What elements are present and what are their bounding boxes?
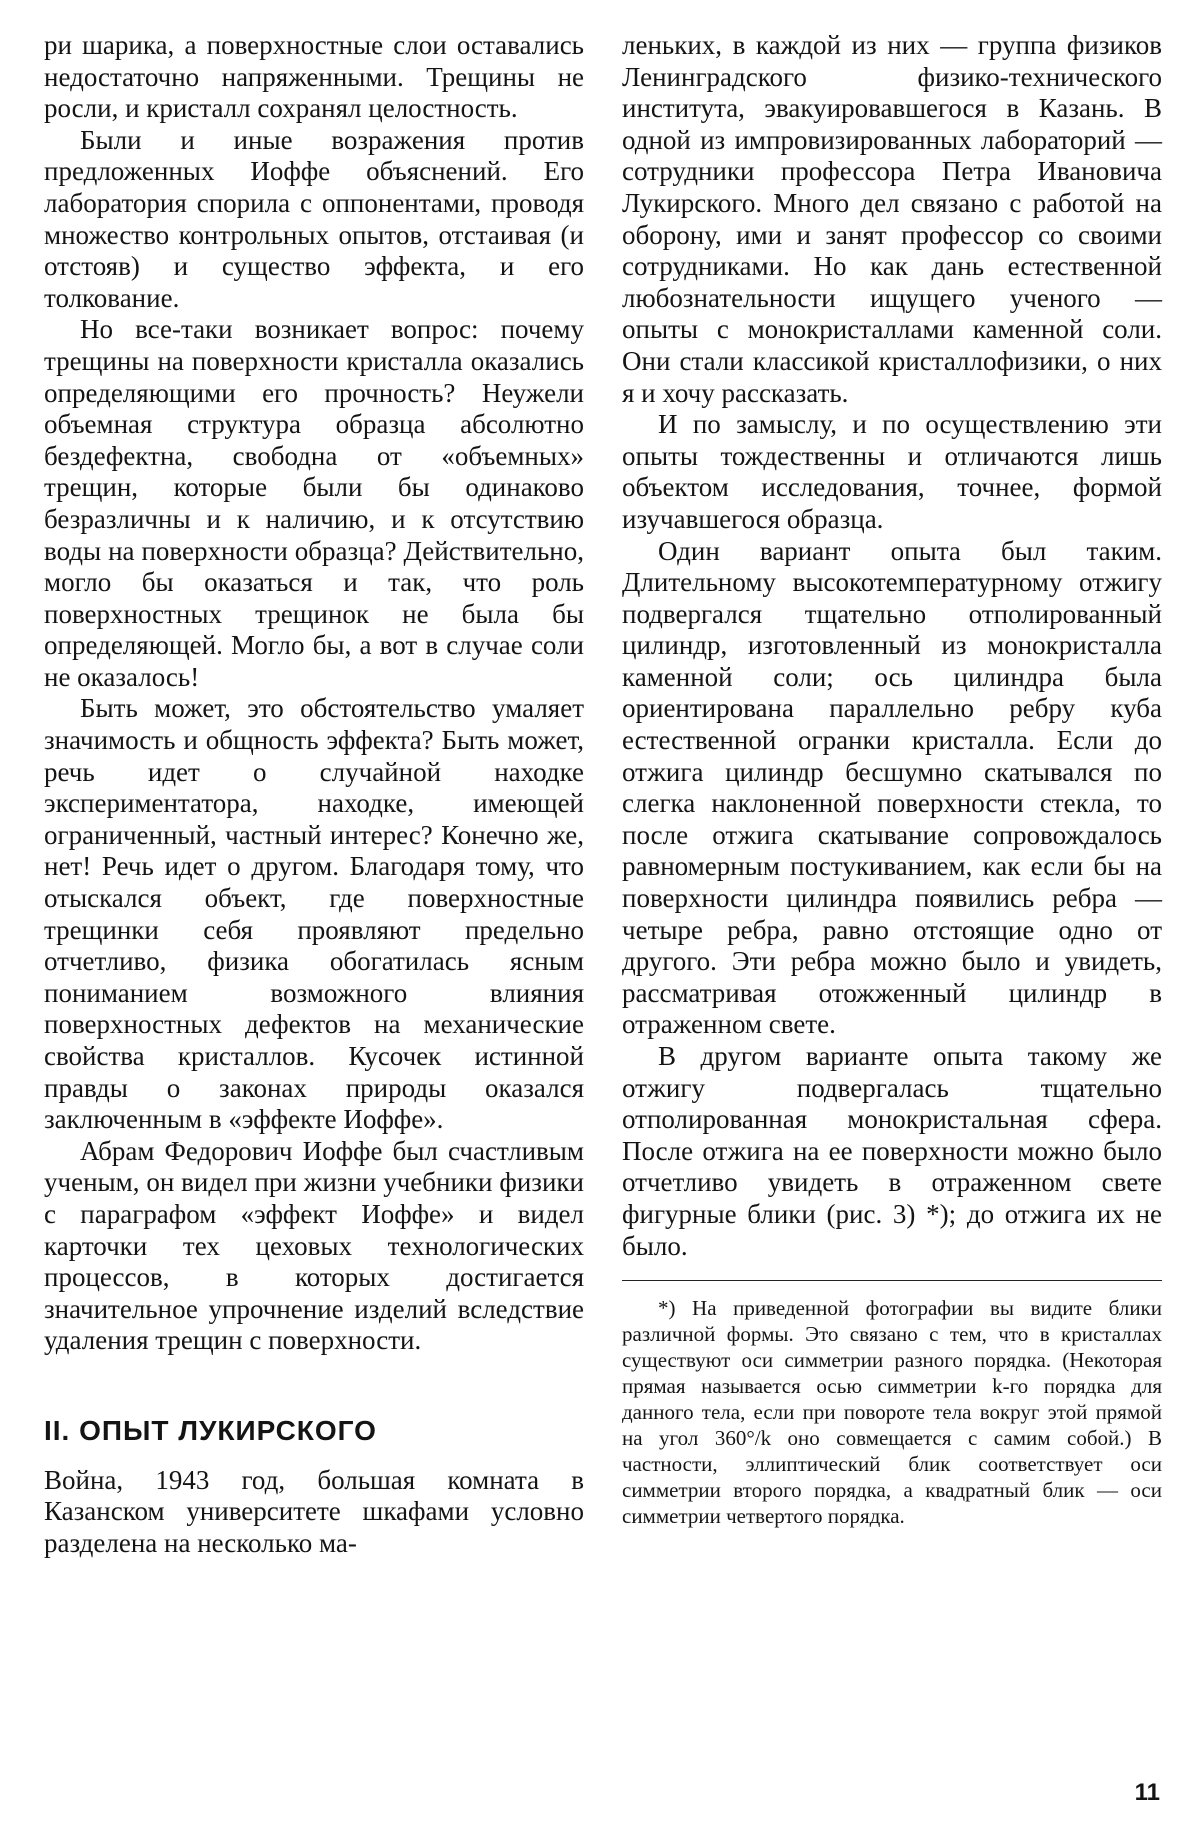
paragraph: Война, 1943 год, большая комната в Казанском университете шкафами условно разделена на несколько ма-: [44, 1464, 584, 1558]
paragraph: Один вариант опыта был таким. Длительному высокотемпературному отжигу подвергался тщательно отполированный цилиндр, изготовленный из монокристалла каменной соли; ось цилиндра была ориентирована параллельно ребру куба естественной огранки кристалла. Если до отжига цилиндр бесшумно скатывался по слегка наклоненной поверхности стекла, то после отжига скатывание сопровождалось равномерным постукиванием, как если бы на поверхности цилиндра появились ребра — четыре ребра, равно отстоящие одно от другого. Эти ребра можно было и увидеть, рассматривая отожженный цилиндр в отраженном свете.: [622, 535, 1162, 1040]
paragraph: Абрам Федорович Иоффе был счастливым ученым, он видел при жизни учебники физики с параграфом «эффект Иоффе» и видел карточки тех цеховых технологических процессов, в которых достигается значительное упрочнение изделий вследствие удаления трещин с поверхности.: [44, 1135, 584, 1356]
section-heading: II. ОПЫТ ЛУКИРСКОГО: [44, 1414, 377, 1446]
paragraph: В другом варианте опыта такому же отжигу подвергалась тщательно отполированная монокристальная сфера. После отжига на ее поверхности можно было отчетливо увидеть в отраженном свете фигурные блики (рис. 3) *); до отжига их не было.: [622, 1041, 1162, 1261]
left-column: [44, 30, 584, 1559]
paragraph: Но все-таки возникает вопрос: почему трещины на поверхности кристалла оказались определяющими его прочность? Неужели объемная структура образца абсолютно бездефектна, свободна от «объемных» трещин, которые были бы одинаково безразличны и к наличию, и к отсутствию воды на поверхности образца? Действительно, могло бы оказаться и так, что роль поверхностных трещинок не была бы определяющей. Могло бы, а вот в случае соли не оказалось!: [44, 314, 584, 692]
paragraph: Были и иные возражения против предложенных Иоффе объяснений. Его лаборатория спорила с оппонентами, проводя множество контрольных опытов, отстаивая (и отстояв) и существо эффекта, и его толкование.: [44, 124, 584, 313]
paragraph: Быть может, это обстоятельство умаляет значимость и общность эффекта? Быть может, речь идет о случайной находке экспериментатора, находке, имеющей ограниченный, частный интерес? Конечно же, нет! Речь идет о другом. Благодаря тому, что отыскался объект, где поверхностные трещинки себя проявляют предельно отчетливо, физика обогатилась ясным пониманием возможного влияния поверхностных дефектов на механические свойства кристаллов. Кусочек истинной правды о законах природы оказался заключенным в «эффекте Иоффе».: [44, 693, 584, 1135]
right-column: [622, 30, 1162, 1529]
paragraph: И по замыслу, и по осуществлению эти опыты тождественны и отличаются лишь объектом исследования, точнее, формой изучавшегося образца.: [622, 409, 1162, 534]
page-number: 11: [1134, 1779, 1160, 1806]
footnote: *) На приведенной фотографии вы видите блики различной формы. Это связано с тем, что в кристаллах существуют оси симметрии разного порядка. (Некоторая прямая называется осью симметрии k-го порядка для данного тела, если при повороте тела вокруг этой прямой на угол 360°/k оно совмещается с самим собой.) В частности, эллиптический блик соответствует оси симметрии второго порядка, а квадратный блик — оси симметрии четвертого порядка.: [622, 1296, 1162, 1529]
paragraph: ри шарика, а поверхностные слои оставались недостаточно напряженными. Трещины не росли, и кристалл сохранял целостность.: [44, 30, 584, 124]
footnote-divider: [622, 1280, 1162, 1281]
paragraph: леньких, в каждой из них — группа физиков Ленинградского физико-технического института, эвакуировавшегося в Казань. В одной из импровизированных лабораторий — сотрудники профессора Петра Ивановича Лукирского. Много дел связано с работой на оборону, ими и занят профессор со своими сотрудниками. Но как дань естественной любознательности ищущего ученого — опыты с монокристаллами каменной соли. Они стали классикой кристаллофизики, о них я и хочу рассказать.: [622, 30, 1162, 408]
